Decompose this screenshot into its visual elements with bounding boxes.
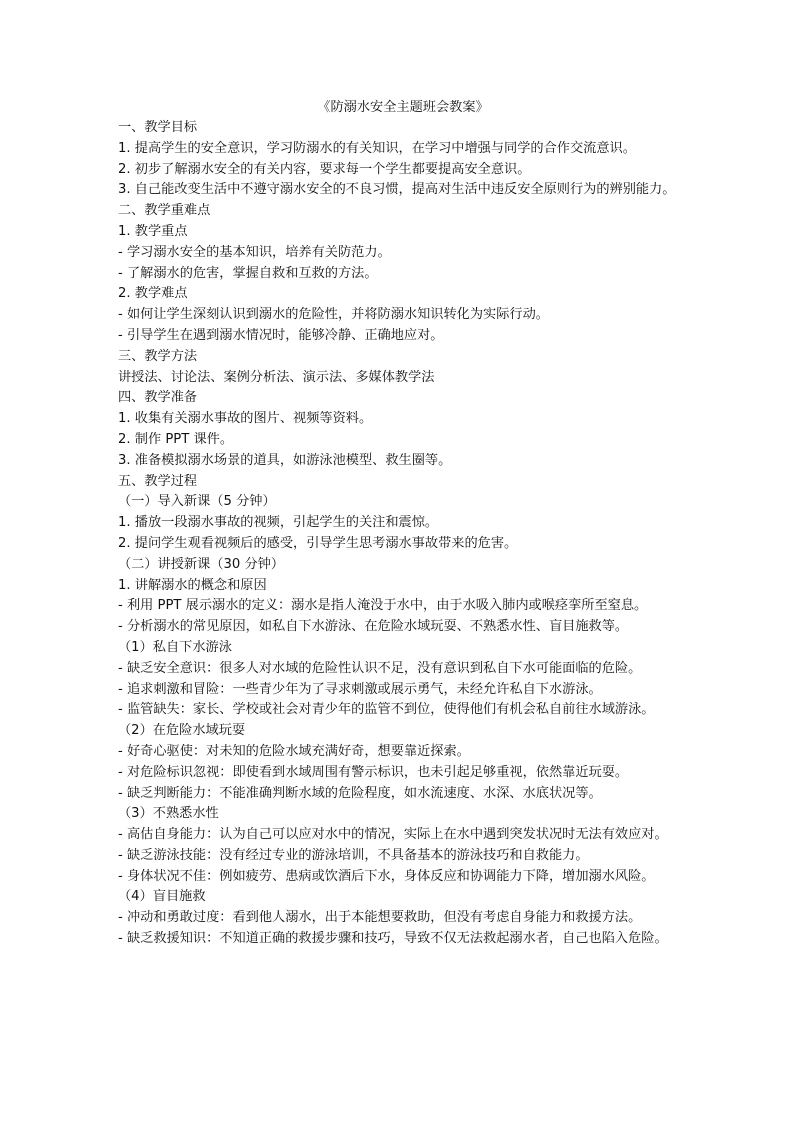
bullet-item: - 监管缺失：家长、学校或社会对青少年的监管不到位，使得他们有机会私自前往水域游泳。 bbox=[118, 702, 655, 718]
bullet-item: - 高估自身能力：认为自己可以应对水中的情况，实际上在水中遇到突发状况时无法有效应对。 bbox=[118, 827, 668, 843]
subsection-heading: （3）不熟悉水性 bbox=[118, 806, 219, 822]
bullet-item: - 学习溺水安全的基本知识，培养有关防范力。 bbox=[118, 244, 391, 260]
paragraph: 1. 播放一段溺水事故的视频，引起学生的关注和震惊。 bbox=[118, 515, 439, 531]
section-heading: 五、教学过程 bbox=[118, 473, 198, 489]
bullet-item: - 引导学生在遇到溺水情况时，能够冷静、正确地应对。 bbox=[118, 327, 444, 343]
bullet-item: - 如何让学生深刻认识到溺水的危险性，并将防溺水知识转化为实际行动。 bbox=[118, 307, 549, 323]
bullet-item: - 对危险标识忽视：即使看到水域周围有警示标识，也未引起足够重视，依然靠近玩耍。 bbox=[118, 764, 629, 780]
subsection-heading: （1）私自下水游泳 bbox=[118, 639, 232, 655]
paragraph: 2. 制作 PPT 课件。 bbox=[118, 431, 234, 447]
bullet-item: - 了解溺水的危害，掌握自救和互救的方法。 bbox=[118, 265, 378, 281]
subsection-heading: 1. 教学重点 bbox=[118, 223, 188, 239]
bullet-item: - 缺乏判断能力：不能准确判断水域的危险程度，如水流速度、水深、水底状况等。 bbox=[118, 785, 602, 801]
document-title: 《防溺水安全主题班会教案》 bbox=[317, 100, 489, 115]
paragraph: 2. 初步了解溺水安全的有关内容，要求每一个学生都要提高安全意识。 bbox=[118, 161, 531, 177]
paragraph: 讲授法、讨论法、案例分析法、演示法、多媒体教学法 bbox=[118, 369, 435, 385]
paragraph: 1. 提高学生的安全意识，学习防溺水的有关知识，在学习中增强与同学的合作交流意识。 bbox=[118, 140, 636, 156]
subsection-heading: （一）导入新课（5 分钟） bbox=[118, 494, 276, 510]
paragraph: 2. 提问学生观看视频后的感受，引导学生思考溺水事故带来的危害。 bbox=[118, 535, 518, 551]
bullet-item: - 缺乏救援知识：不知道正确的救援步骤和技巧，导致不仅无法救起溺水者，自己也陷入危险。 bbox=[118, 931, 668, 947]
paragraph: 3. 准备模拟溺水场景的道具，如游泳池模型、救生圈等。 bbox=[118, 452, 452, 468]
section-heading: 二、教学重难点 bbox=[118, 203, 211, 219]
section-heading: 一、教学目标 bbox=[118, 120, 198, 135]
bullet-item: - 追求刺激和冒险：一些青少年为了寻求刺激或展示勇气，未经允许私自下水游泳。 bbox=[118, 681, 602, 697]
document-page bbox=[118, 97, 688, 950]
paragraph: 3. 自己能改变生活中不遵守溺水安全的不良习惯，提高对生活中违反安全原则行为的辨别能力。 bbox=[118, 182, 676, 198]
subsection-heading: 2. 教学难点 bbox=[118, 286, 188, 302]
section-heading: 三、教学方法 bbox=[118, 348, 198, 364]
subsection-heading: （二）讲授新课（30 分钟） bbox=[118, 556, 285, 572]
bullet-item: - 冲动和勇敢过度：看到他人溺水，出于本能想要救助，但没有考虑自身能力和救援方法。 bbox=[118, 910, 642, 926]
bullet-item: - 好奇心驱使：对未知的危险水域充满好奇，想要靠近探索。 bbox=[118, 743, 470, 759]
subsection-heading: 1. 讲解溺水的概念和原因 bbox=[118, 577, 267, 593]
subsection-heading: （4）盲目施救 bbox=[118, 889, 206, 905]
paragraph: 1. 收集有关溺水事故的图片、视频等资料。 bbox=[118, 411, 373, 427]
bullet-item: - 缺乏游泳技能：没有经过专业的游泳培训，不具备基本的游泳技巧和自救能力。 bbox=[118, 847, 589, 863]
bullet-item: - 分析溺水的常见原因，如私自下水游泳、在危险水域玩耍、不熟悉水性、盲目施救等。 bbox=[118, 619, 629, 635]
subsection-heading: （2）在危险水域玩耍 bbox=[118, 723, 246, 739]
bullet-item: - 缺乏安全意识：很多人对水域的危险性认识不足，没有意识到私自下水可能面临的危险。 bbox=[118, 660, 642, 676]
section-heading: 四、教学准备 bbox=[118, 390, 198, 406]
bullet-item: - 利用 PPT 展示溺水的定义：溺水是指人淹没于水中，由于水吸入肺内或喉痉挛所至窒息。 bbox=[118, 598, 648, 614]
bullet-item: - 身体状况不佳：例如疲劳、患病或饮酒后下水，身体反应和协调能力下降，增加溺水风险。 bbox=[118, 868, 655, 884]
